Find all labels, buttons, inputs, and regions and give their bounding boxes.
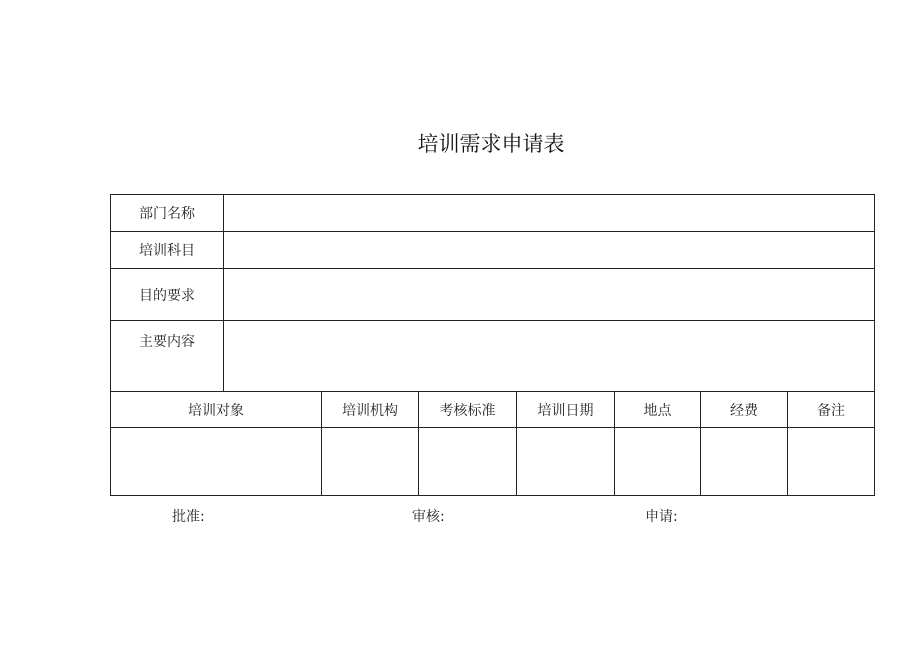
data-row	[111, 428, 875, 496]
content-row	[111, 321, 875, 392]
review-label: 审核:	[412, 509, 445, 525]
content-field[interactable]	[224, 321, 875, 392]
approve-label: 批准:	[172, 509, 205, 525]
cost-cell[interactable]	[701, 428, 788, 496]
column-header-row	[111, 392, 875, 428]
form-title: 培训需求申请表	[417, 132, 565, 156]
subject-row	[111, 232, 875, 269]
date-cell[interactable]	[517, 428, 615, 496]
purpose-field[interactable]	[224, 269, 875, 321]
content-label: 主要内容	[111, 321, 224, 392]
col-header-trainees: 培训对象	[111, 392, 322, 428]
col-header-institution: 培训机构	[322, 392, 419, 428]
purpose-label: 目的要求	[111, 269, 224, 321]
department-row	[111, 195, 875, 232]
location-cell[interactable]	[615, 428, 701, 496]
col-header-cost: 经费	[701, 392, 788, 428]
col-header-assessment: 考核标准	[419, 392, 517, 428]
institution-cell[interactable]	[322, 428, 419, 496]
col-header-notes: 备注	[788, 392, 875, 428]
col-header-location: 地点	[615, 392, 701, 428]
col-header-date: 培训日期	[517, 392, 615, 428]
notes-cell[interactable]	[788, 428, 875, 496]
department-label: 部门名称	[111, 195, 224, 232]
subject-field[interactable]	[224, 232, 875, 269]
purpose-row	[111, 269, 875, 321]
training-request-form	[110, 194, 875, 496]
department-field[interactable]	[224, 195, 875, 232]
subject-label: 培训科目	[111, 232, 224, 269]
assessment-cell[interactable]	[419, 428, 517, 496]
apply-label: 申请:	[645, 509, 678, 525]
trainees-cell[interactable]	[111, 428, 322, 496]
